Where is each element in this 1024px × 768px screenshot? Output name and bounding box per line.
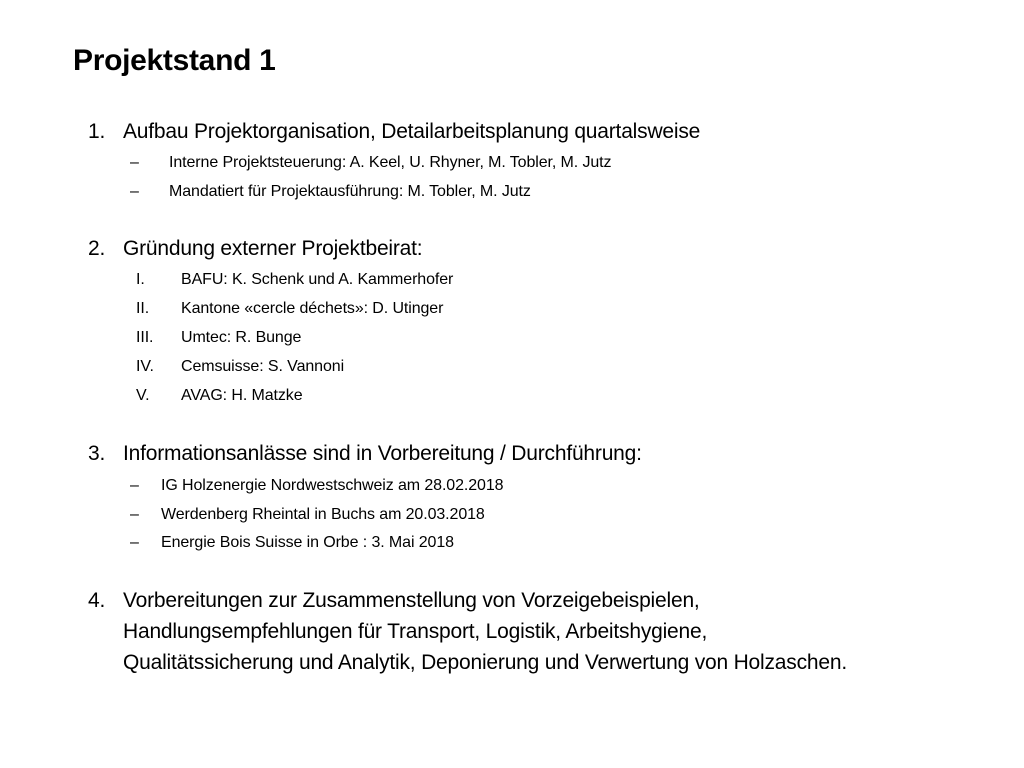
sub-item-text: IG Holzenergie Nordwestschweiz am 28.02.2018 bbox=[161, 477, 504, 494]
list-number: 4. bbox=[88, 589, 106, 612]
sub-item-text: Cemsuisse: S. Vannoni bbox=[181, 358, 345, 375]
sub-item-text: Umtec: R. Bunge bbox=[181, 329, 302, 346]
sub-item-text: Mandatiert für Projektausführung: M. Tobler, M. Jutz bbox=[169, 183, 531, 200]
roman-marker: IV. bbox=[136, 358, 154, 375]
sub-item-text: Kantone «cercle déchets»: D. Utinger bbox=[181, 300, 444, 317]
sub-item-text: Interne Projektsteuerung: A. Keel, U. Rhyner, M. Tobler, M. Jutz bbox=[169, 154, 612, 171]
dash-marker: – bbox=[130, 154, 139, 171]
roman-marker: V. bbox=[136, 387, 150, 404]
roman-marker: I. bbox=[136, 271, 145, 288]
dash-marker: – bbox=[130, 534, 139, 551]
sub-item-text: BAFU: K. Schenk und A. Kammerhofer bbox=[181, 271, 454, 288]
sub-item-text: Werdenberg Rheintal in Buchs am 20.03.2018 bbox=[161, 506, 485, 523]
list-item-text: Informationsanlässe sind in Vorbereitung / Durchführung: bbox=[123, 442, 642, 465]
list-item-text: Gründung externer Projektbeirat: bbox=[123, 237, 423, 260]
sub-item-text: Energie Bois Suisse in Orbe : 3. Mai 2018 bbox=[161, 534, 454, 551]
list-number: 1. bbox=[88, 120, 106, 143]
list-item-text: Vorbereitungen zur Zusammenstellung von Vorzeigebeispielen, Handlungsempfehlungen für Transport, Logistik, Arbeitshygiene, Qualitätssicherung und Analytik, Deponierung und Verwertung von Holzaschen. bbox=[123, 589, 847, 674]
list-number: 2. bbox=[88, 237, 106, 260]
sub-item-text: AVAG: H. Matzke bbox=[181, 387, 303, 404]
slide-title: Projektstand 1 bbox=[73, 44, 276, 77]
roman-marker: II. bbox=[136, 300, 150, 317]
roman-marker: III. bbox=[136, 329, 154, 346]
dash-marker: – bbox=[130, 183, 139, 200]
dash-marker: – bbox=[130, 506, 139, 523]
list-item-text: Aufbau Projektorganisation, Detailarbeitsplanung quartalsweise bbox=[123, 120, 701, 143]
list-number: 3. bbox=[88, 442, 106, 465]
dash-marker: – bbox=[130, 477, 139, 494]
